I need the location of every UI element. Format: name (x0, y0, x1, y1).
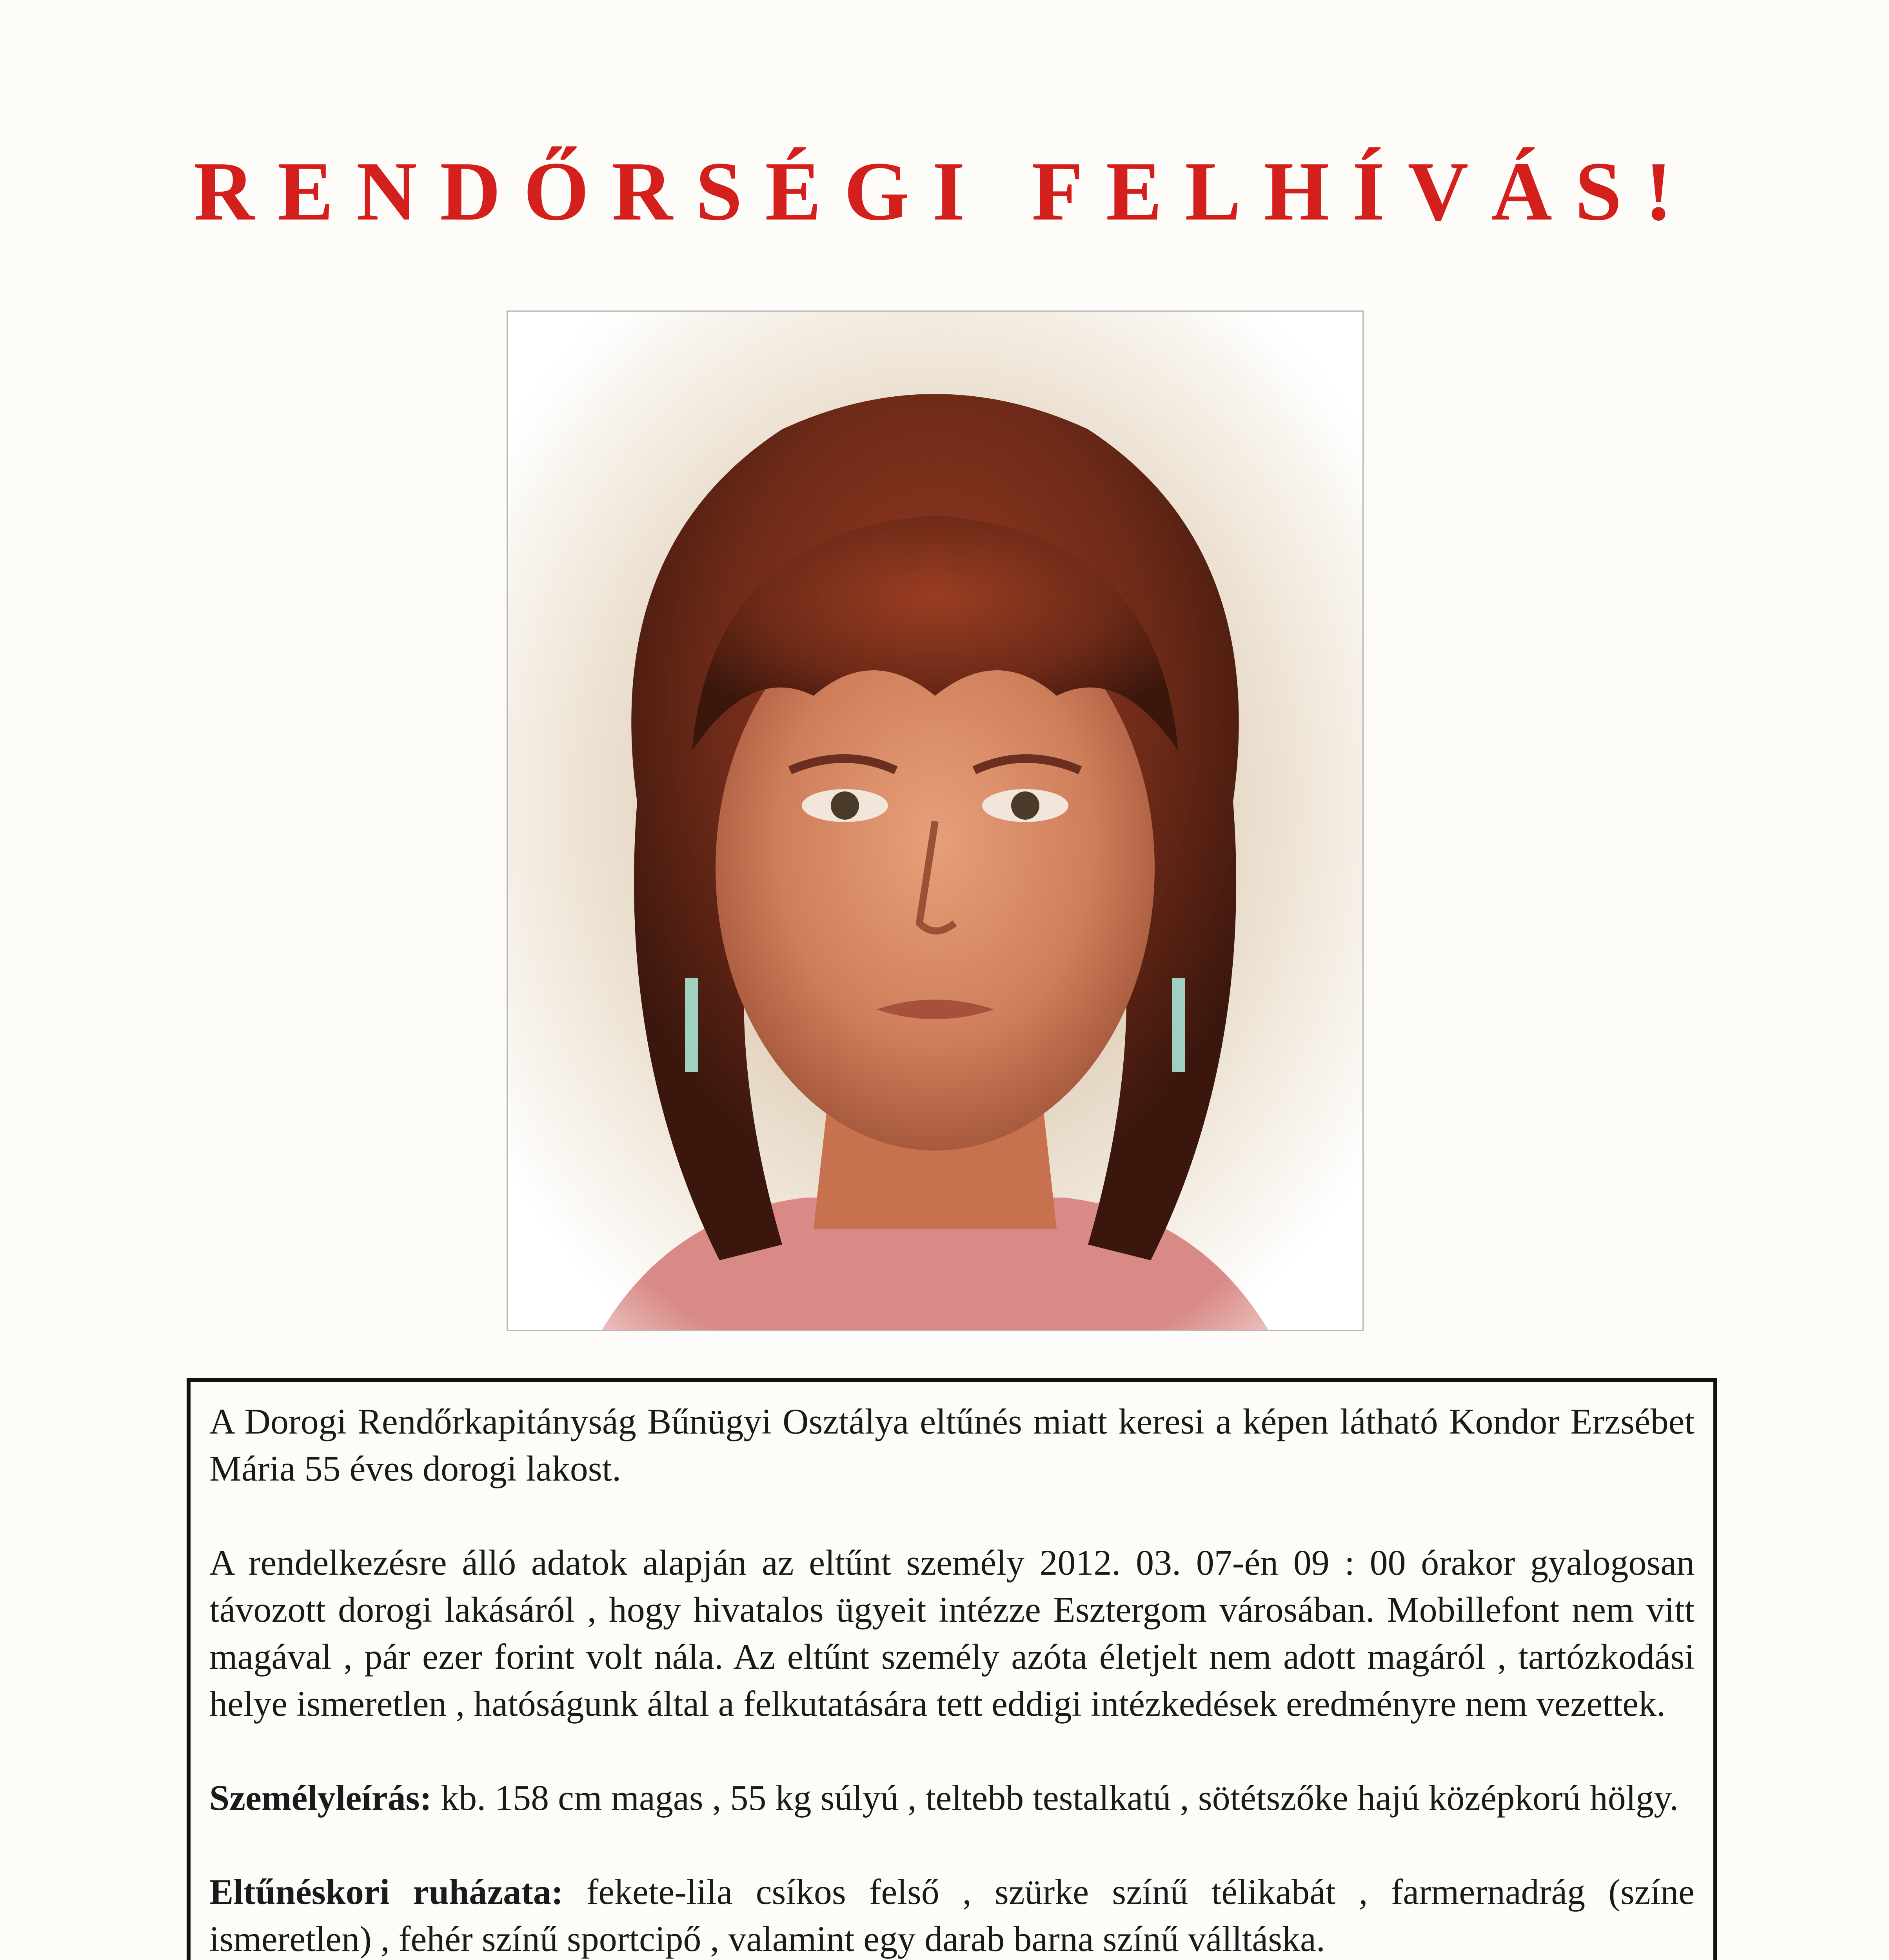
circumstances-paragraph: A rendelkezésre álló adatok alapján az eltűnt személy 2012. 03. 07-én 09 : 00 órakor gyalogosan távozott dorogi lakásáról , hogy hivatalos ügyeit intézze Esztergom városában. Mobillefont nem vitt magával , pár ezer forint volt nála. Az eltűnt személy azóta életjelt nem adott magáról , tartózkodási helye ismeretlen , hatóságunk által a felkutatására tett eddigi intézkedések eredményre nem vezettek. (209, 1543, 1695, 1724)
description-paragraph (209, 1774, 1695, 1821)
description-text: kb. 158 cm magas , 55 kg súlyú , teltebb testalkatú , sötétszőke hajú középkorú hölgy. (432, 1778, 1679, 1818)
clothing-text: fekete-lila csíkos felső , szürke színű télikabát , farmernadrág (színe ismeretlen) , fehér színű sportcipő , valamint egy darab barna színű válltáska. (209, 1872, 1695, 1959)
page-title: RENDŐRSÉGI FELHÍVÁS! (193, 144, 1696, 238)
clothing-label: Eltűnéskori ruházata: (209, 1872, 563, 1912)
clothing-paragraph (209, 1868, 1695, 1960)
intro-paragraph: A Dorogi Rendőrkapitányság Bűnügyi Osztálya eltűnés miatt keresi a képen látható Kondor Erzsébet Mária 55 éves dorogi lakost. (209, 1401, 1695, 1488)
portrait-image (508, 312, 1362, 1330)
portrait-photo (507, 310, 1364, 1331)
description-label: Személyleírás: (209, 1778, 432, 1818)
notice-box (187, 1378, 1717, 1960)
